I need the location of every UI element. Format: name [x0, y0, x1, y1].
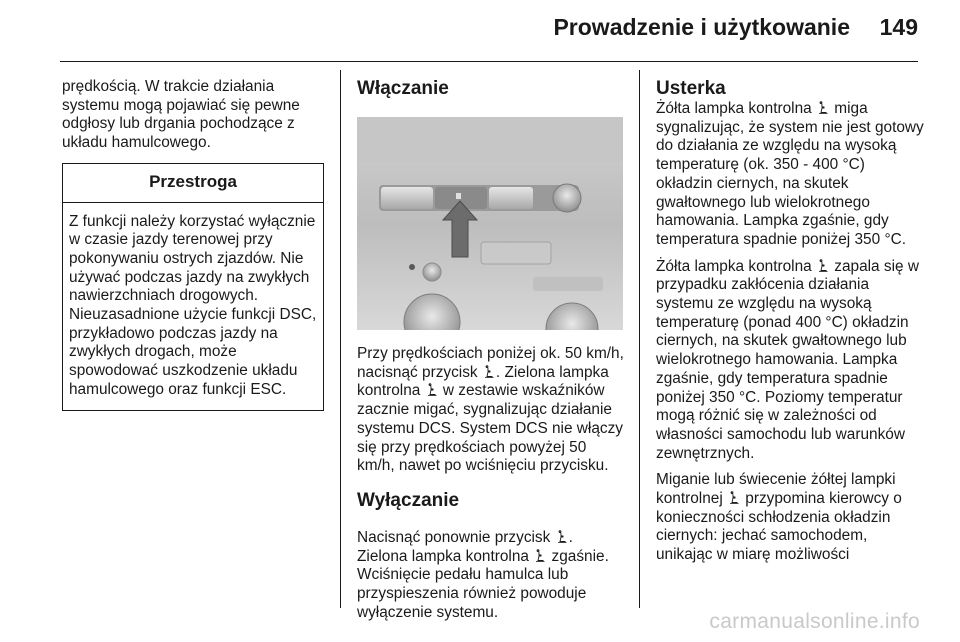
column-right: [656, 78, 924, 565]
fault-paragraph-3: Miganie lub świecenie żółtej lampki kontrolnej przypomina kierowcy o konieczności schłodzenia okładzin ciernych: jechać samochodem, unikając w miarę możliwości: [656, 471, 902, 564]
intro-paragraph: prędkością. W trakcie działania systemu mogą pojawiać się pewne odgłosy lub drgania pochodzące z układu hamulcowego.: [62, 78, 300, 152]
fault-paragraph-1: Żółta lampka kontrolna miga sygnalizując, że system nie jest gotowy do działania ze względu na wysoką temperaturę (ok. 350 - 400 °C) okładzin ciernych, na skutek gwałtownego lub wielokrotnego hamowania. Lampka zgaśnie, gdy temperatura spadnie poniżej 350 °C.: [656, 100, 924, 248]
chapter-title: Prowadzenie i użytkowanie: [553, 14, 850, 40]
off-paragraph: Nacisnąć ponownie przycisk . Zielona lampka kontrolna zgaśnie. Wciśnięcie pedału hamulca lub przyspieszenia również powoduje wyłączenie systemu.: [357, 528, 609, 621]
caution-text: Z funkcji należy korzystać wyłącznie w czasie jazdy terenowej przy pokonywaniu ostrych zjazdów. Nie używać podczas jazdy na zwykłych nawierzchniach drogowych. Nieuzasadnione użycie funkcji DSC, przykładowo podczas jazdy na zwykłych drogach, może spowodować uszkodzenie układu hamulcowego oraz funkcji ESC.: [69, 212, 317, 398]
section-heading-off: Wyłączanie: [357, 489, 460, 511]
watermark: carmanualsonline.info: [709, 610, 920, 633]
column-divider: [340, 70, 341, 608]
page-header: [0, 0, 960, 62]
descent-control-icon: [557, 530, 567, 543]
descent-control-icon: [427, 383, 437, 396]
dashboard-button-photo: [357, 117, 623, 330]
header-divider: [60, 61, 918, 62]
caution-box: [62, 163, 324, 411]
section-heading-on: Włączanie: [357, 78, 449, 99]
descent-control-icon: [818, 259, 828, 272]
descent-control-icon: [484, 365, 494, 378]
caution-title: Przestroga: [63, 164, 323, 203]
column-divider: [639, 70, 640, 608]
descent-control-icon: [535, 549, 545, 562]
descent-control-icon: [818, 101, 828, 114]
column-left: [62, 78, 324, 411]
page-number: 149: [879, 14, 918, 40]
descent-control-icon: [729, 491, 739, 504]
on-paragraph: Przy prędkościach poniżej ok. 50 km/h, nacisnąć przycisk . Zielona lampka kontrolna w zestawie wskaźników zacznie migać, sygnalizując działanie systemu DCS. System DCS nie włączy się przy prędkościach powyżej 50 km/h, nawet po wciśnięciu przycisku.: [357, 345, 624, 475]
section-heading-fault: Usterka: [656, 78, 726, 99]
column-middle: [357, 78, 627, 622]
fault-paragraph-2: Żółta lampka kontrolna zapala się w przypadku zakłócenia działania systemu ze względu na wysoką temperaturę (ponad 400 °C) okładzin ciernych, na skutek gwałtownego lub wielokrotnego hamowania. Lampka zgaśnie, gdy temperatura spadnie poniżej 350 °C. Poziomy temperatur mogą różnić się w zależności od własności samochodu lub warunków zewnętrznych.: [656, 257, 919, 462]
